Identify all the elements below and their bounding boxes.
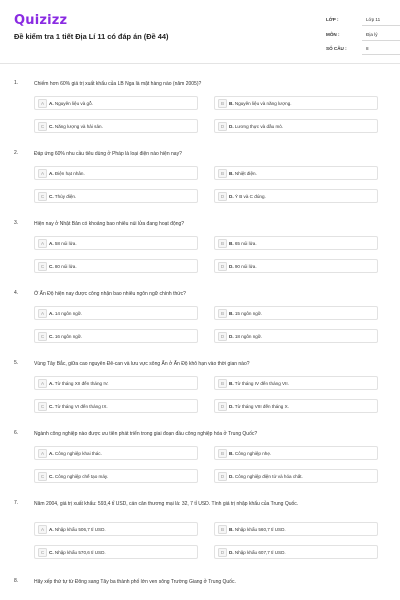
answer-option-c[interactable] xyxy=(34,545,198,559)
option-text-wrap xyxy=(49,124,103,129)
option-text-wrap xyxy=(229,451,271,456)
option-text: Năng lượng và hải sản. xyxy=(54,123,103,129)
option-letter-badge: A xyxy=(38,169,47,178)
option-text: 58 núi lửa. xyxy=(54,240,77,246)
answer-option-a[interactable] xyxy=(34,306,198,320)
option-prefix: D. xyxy=(229,193,234,199)
question-number: 3. xyxy=(14,220,19,226)
answer-option-a[interactable] xyxy=(34,236,198,250)
option-text: Nhập khẩu 570,6 tỉ USD. xyxy=(54,549,106,555)
option-text-wrap xyxy=(229,194,266,199)
option-prefix: B. xyxy=(229,450,234,456)
answer-option-a[interactable] xyxy=(34,522,198,536)
option-prefix: A. xyxy=(49,170,54,176)
class-field xyxy=(326,17,388,22)
question-number: 2. xyxy=(14,150,19,156)
answer-option-d[interactable] xyxy=(214,189,378,203)
option-text: Công nghiệp khai thác. xyxy=(54,450,102,456)
answer-option-a[interactable] xyxy=(34,376,198,390)
option-prefix: B. xyxy=(229,526,234,532)
option-letter-badge: D xyxy=(218,472,227,481)
option-letter-badge: B xyxy=(218,99,227,108)
option-letter-badge: D xyxy=(218,262,227,271)
option-prefix: B. xyxy=(229,240,234,246)
option-letter-badge: C xyxy=(38,472,47,481)
option-prefix: C. xyxy=(49,333,54,339)
subject-underline xyxy=(362,40,400,41)
question-number: 8. xyxy=(14,578,19,584)
option-prefix: C. xyxy=(49,403,54,409)
option-text-wrap xyxy=(229,334,262,339)
option-letter-badge: D xyxy=(218,122,227,131)
question-count-value: 8 xyxy=(366,46,369,51)
option-text-wrap xyxy=(49,404,108,409)
question-text: Hiện nay ở Nhật Bản có khoảng bao nhiêu núi lửa đang hoạt động? xyxy=(34,221,185,227)
worksheet-title: Đề kiểm tra 1 tiết Địa Lí 11 có đáp án (Đề 44) xyxy=(14,32,169,41)
answer-option-b[interactable] xyxy=(214,96,378,110)
option-text: Từ tháng VI đến tháng IX. xyxy=(54,403,108,409)
option-letter-badge: D xyxy=(218,548,227,557)
subject-value: Địa lý xyxy=(366,32,378,37)
option-prefix: C. xyxy=(49,473,54,479)
option-letter-badge: B xyxy=(218,169,227,178)
option-letter-badge: A xyxy=(38,449,47,458)
option-text: Nhập khẩu 607,7 tỉ USD. xyxy=(234,549,286,555)
option-letter-badge: A xyxy=(38,239,47,248)
question-number: 6. xyxy=(14,430,19,436)
option-letter-badge: C xyxy=(38,332,47,341)
option-text-wrap xyxy=(49,311,82,316)
option-text: Nhiệt điện. xyxy=(234,170,257,176)
subject-label: MÔN : xyxy=(326,32,340,37)
option-prefix: D. xyxy=(229,473,234,479)
option-text: 80 núi lửa. xyxy=(54,263,77,269)
option-letter-badge: C xyxy=(38,192,47,201)
option-letter-badge: C xyxy=(38,402,47,411)
answer-option-d[interactable] xyxy=(214,469,378,483)
option-text-wrap xyxy=(49,171,85,176)
option-text: Từ tháng XII đến tháng IV. xyxy=(54,380,109,386)
question-text: Năm 2004, giá trị xuất khẩu: 593,4 tỉ USD, cán cân thương mại là: 32, 7 tỉ USD. Tính giá trị nhập khẩu của Trung Quốc. xyxy=(34,501,299,507)
option-text-wrap xyxy=(229,404,289,409)
option-text-wrap xyxy=(49,264,77,269)
answer-option-c[interactable] xyxy=(34,119,198,133)
option-text-wrap xyxy=(229,474,303,479)
option-text-wrap xyxy=(49,474,108,479)
option-letter-badge: C xyxy=(38,262,47,271)
option-text-wrap xyxy=(229,381,289,386)
option-prefix: A. xyxy=(49,450,54,456)
answer-option-b[interactable] xyxy=(214,306,378,320)
option-text: 14 ngôn ngữ. xyxy=(54,310,83,316)
answer-option-d[interactable] xyxy=(214,399,378,413)
question-text: Ở Ấn Độ hiện nay được công nhận bao nhiêu ngôn ngữ chính thức? xyxy=(34,291,186,297)
class-label: LỚP : xyxy=(326,17,339,22)
quizizz-logo: Quizizz xyxy=(14,13,68,28)
option-letter-badge: C xyxy=(38,548,47,557)
answer-option-d[interactable] xyxy=(214,329,378,343)
answer-option-c[interactable] xyxy=(34,189,198,203)
question-count-label: SỐ CÂU : xyxy=(326,46,347,51)
option-prefix: C. xyxy=(49,123,54,129)
answer-option-b[interactable] xyxy=(214,446,378,460)
option-text-wrap xyxy=(229,101,292,106)
option-text: Lương thực và dầu mỏ. xyxy=(234,123,284,129)
question-count-underline xyxy=(362,54,400,55)
question-count-field xyxy=(326,46,388,51)
option-text-wrap xyxy=(49,550,106,555)
option-text-wrap xyxy=(49,101,93,106)
option-prefix: C. xyxy=(49,263,54,269)
option-prefix: A. xyxy=(49,380,54,386)
question-text: Đáp ứng 60% nhu cầu tiêu dùng ở Pháp là loại điện nào hiện nay? xyxy=(34,151,182,157)
option-text: Nguyên liệu và năng lượng. xyxy=(234,100,292,106)
option-text-wrap xyxy=(229,264,257,269)
question-text: Vùng Tây Bắc, giữa cao nguyên Đê-can và lưu vực sông Ấn ở Ấn Độ khô hạn vào thời gian nào? xyxy=(34,361,250,367)
option-text-wrap xyxy=(49,334,82,339)
option-prefix: B. xyxy=(229,100,234,106)
option-text: Từ tháng IV đến tháng VII. xyxy=(234,380,289,386)
option-text-wrap xyxy=(229,527,286,532)
option-text-wrap xyxy=(229,311,262,316)
option-prefix: B. xyxy=(229,170,234,176)
option-letter-badge: A xyxy=(38,379,47,388)
option-letter-badge: B xyxy=(218,525,227,534)
question-text: Ngành công nghiệp nào được ưu tiên phát triển trong giai đoạn đầu công nghiệp hóa ở Trung Quốc? xyxy=(34,431,258,437)
answer-option-b[interactable] xyxy=(214,522,378,536)
option-text-wrap xyxy=(229,124,283,129)
option-text-wrap xyxy=(49,241,77,246)
answer-option-b[interactable] xyxy=(214,166,378,180)
option-letter-badge: C xyxy=(38,122,47,131)
option-text: Công nghiệp chế tạo máy. xyxy=(54,473,109,479)
option-prefix: B. xyxy=(229,380,234,386)
option-text: Nhập khẩu 560,7 tỉ USD. xyxy=(234,526,286,532)
option-prefix: D. xyxy=(229,263,234,269)
option-text-wrap xyxy=(229,171,257,176)
option-text: Ý B và C đúng. xyxy=(234,193,266,199)
option-letter-badge: B xyxy=(218,449,227,458)
option-prefix: C. xyxy=(49,549,54,555)
option-prefix: B. xyxy=(229,310,234,316)
option-text-wrap xyxy=(49,381,109,386)
option-text-wrap xyxy=(49,451,102,456)
option-prefix: A. xyxy=(49,526,54,532)
option-prefix: D. xyxy=(229,333,234,339)
class-underline xyxy=(362,25,400,26)
answer-option-b[interactable] xyxy=(214,376,378,390)
answer-option-c[interactable] xyxy=(34,259,198,273)
option-letter-badge: B xyxy=(218,309,227,318)
answer-option-c[interactable] xyxy=(34,399,198,413)
answer-option-c[interactable] xyxy=(34,469,198,483)
option-text-wrap xyxy=(49,194,76,199)
option-text: Từ tháng VIII đến tháng X. xyxy=(234,403,289,409)
option-text: Thủy điện. xyxy=(54,193,77,199)
question-number: 4. xyxy=(14,290,19,296)
answer-option-a[interactable] xyxy=(34,166,198,180)
question-text: Chiếm hơn 60% giá trị xuất khẩu của LB Nga là mặt hàng nào (năm 2005)? xyxy=(34,81,202,87)
option-prefix: A. xyxy=(49,310,54,316)
option-text: 16 ngôn ngữ. xyxy=(54,333,83,339)
option-text: 15 ngôn ngữ. xyxy=(234,310,263,316)
answer-option-a[interactable] xyxy=(34,446,198,460)
option-letter-badge: D xyxy=(218,332,227,341)
option-text-wrap xyxy=(229,550,286,555)
option-prefix: A. xyxy=(49,100,54,106)
option-text: Nguyên liệu và gỗ. xyxy=(54,100,93,106)
option-letter-badge: A xyxy=(38,525,47,534)
option-prefix: D. xyxy=(229,549,234,555)
option-text: 65 núi lửa. xyxy=(234,240,257,246)
answer-option-d[interactable] xyxy=(214,259,378,273)
option-letter-badge: B xyxy=(218,239,227,248)
option-text: Công nghiệp điện tử và hóa chất. xyxy=(234,473,303,479)
question-number: 7. xyxy=(14,500,19,506)
option-letter-badge: A xyxy=(38,99,47,108)
answer-option-d[interactable] xyxy=(214,119,378,133)
answer-option-d[interactable] xyxy=(214,545,378,559)
option-letter-badge: D xyxy=(218,192,227,201)
option-text: Công nghiệp nhẹ. xyxy=(234,450,272,456)
option-text: Nhập khẩu 506,7 tỉ USD. xyxy=(54,526,106,532)
option-text: 18 ngôn ngữ. xyxy=(234,333,263,339)
answer-option-a[interactable] xyxy=(34,96,198,110)
option-letter-badge: D xyxy=(218,402,227,411)
option-prefix: C. xyxy=(49,193,54,199)
option-prefix: A. xyxy=(49,240,54,246)
option-letter-badge: B xyxy=(218,379,227,388)
option-letter-badge: A xyxy=(38,309,47,318)
option-prefix: D. xyxy=(229,123,234,129)
answer-option-c[interactable] xyxy=(34,329,198,343)
subject-field xyxy=(326,32,388,37)
option-text: 90 núi lửa. xyxy=(234,263,257,269)
option-text: Điện hạt nhân. xyxy=(54,170,85,176)
option-text-wrap xyxy=(229,241,257,246)
header-divider xyxy=(0,63,400,64)
option-text-wrap xyxy=(49,527,106,532)
question-number: 5. xyxy=(14,360,19,366)
answer-option-b[interactable] xyxy=(214,236,378,250)
question-text: Hãy xếp thứ tự từ Đông sang Tây ba thành phố lớn ven sông Trường Giang ở Trung Quốc. xyxy=(34,579,236,585)
class-value: Lớp 11 xyxy=(366,17,381,22)
option-prefix: D. xyxy=(229,403,234,409)
question-number: 1. xyxy=(14,80,19,86)
